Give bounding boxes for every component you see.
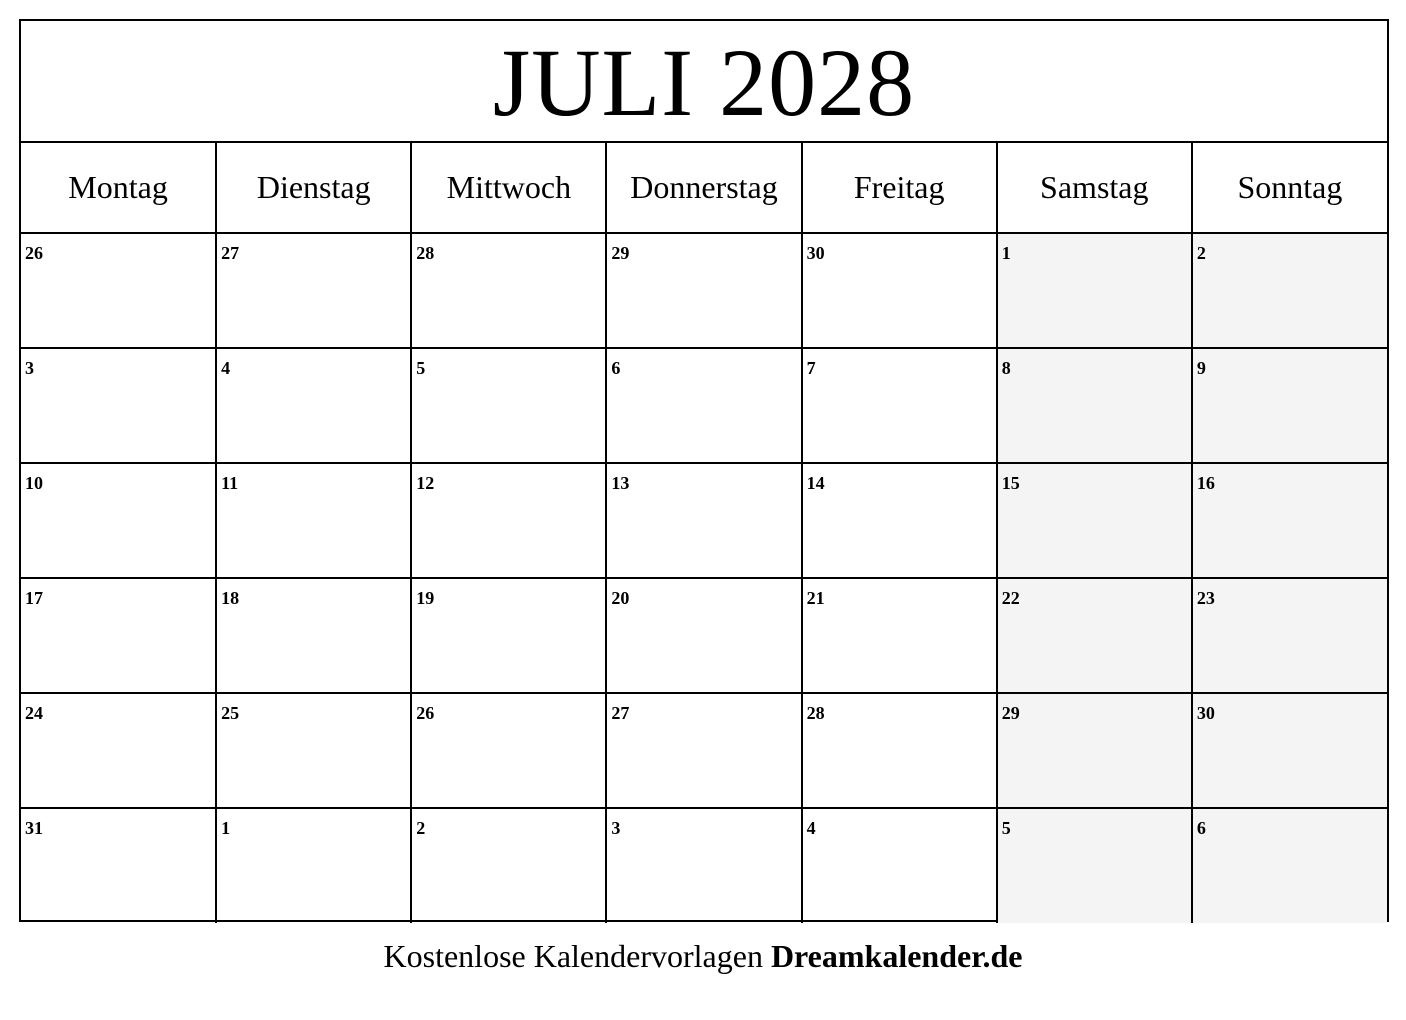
day-cell [606,463,801,578]
day-number: 6 [1196,818,1206,838]
weekend-day-cell [997,578,1192,693]
day-cell [606,578,801,693]
day-cell [21,693,216,808]
day-cell [21,808,216,923]
day-cell [802,348,997,463]
day-number: 28 [806,703,825,723]
day-cell [606,348,801,463]
day-number: 29 [611,243,630,263]
day-cell [606,233,801,348]
weekday-friday: Freitag [802,143,997,233]
weekend-day-cell [1192,578,1387,693]
footer-credit [0,938,1406,975]
weekday-monday: Montag [21,143,216,233]
week-row-1 [21,233,1387,348]
day-cell [21,578,216,693]
weekday-saturday: Samstag [997,143,1192,233]
weekend-day-cell [1192,233,1387,348]
day-cell [216,348,411,463]
day-number: 22 [1001,588,1020,608]
day-cell [216,693,411,808]
day-number: 29 [1001,703,1020,723]
week-row-5 [21,693,1387,808]
day-number: 6 [611,358,621,378]
day-cell [802,463,997,578]
day-number: 28 [416,243,435,263]
weekend-day-cell [997,233,1192,348]
day-number: 30 [1196,703,1215,723]
day-number: 14 [806,473,825,493]
title-bar [21,21,1387,143]
day-cell [411,463,606,578]
day-cell [606,808,801,923]
day-cell [606,693,801,808]
day-number: 3 [25,358,34,378]
day-number: 10 [25,473,43,493]
day-number: 23 [1196,588,1215,608]
day-cell [411,808,606,923]
footer-text: Kostenlose Kalendervorlagen [383,938,763,974]
day-number: 16 [1196,473,1215,493]
day-cell [411,693,606,808]
calendar-grid [21,143,1387,923]
week-row-6 [21,808,1387,923]
weekend-day-cell [997,348,1192,463]
day-number: 20 [611,588,630,608]
weekend-day-cell [1192,463,1387,578]
day-cell [21,463,216,578]
day-cell [216,808,411,923]
day-number: 24 [25,703,43,723]
day-cell [802,808,997,923]
day-cell [802,233,997,348]
weekday-wednesday: Mittwoch [411,143,606,233]
day-cell [802,578,997,693]
day-number: 4 [806,818,816,838]
day-number: 2 [1196,243,1206,263]
day-cell [21,348,216,463]
week-row-3 [21,463,1387,578]
day-cell [216,578,411,693]
day-number: 12 [416,473,435,493]
day-cell [411,348,606,463]
calendar-title: JULI 2028 [492,29,916,136]
day-number: 3 [611,818,621,838]
day-number: 19 [416,588,435,608]
weekday-tuesday: Dienstag [216,143,411,233]
day-number: 9 [1196,358,1206,378]
day-cell [21,233,216,348]
week-row-4 [21,578,1387,693]
weekday-thursday: Donnerstag [606,143,801,233]
day-number: 13 [611,473,630,493]
weekend-day-cell [1192,808,1387,923]
day-number: 15 [1001,473,1020,493]
weekday-header-row [21,143,1387,233]
footer-brand-link[interactable]: Dreamkalender.de [770,938,1023,974]
day-number: 21 [806,588,825,608]
calendar [19,19,1389,922]
day-number: 30 [806,243,825,263]
day-number: 5 [1001,818,1011,838]
day-number: 31 [25,818,43,838]
day-number: 25 [221,703,240,723]
day-number: 26 [416,703,435,723]
day-cell [216,463,411,578]
day-number: 18 [221,588,240,608]
day-number: 4 [221,358,231,378]
weekend-day-cell [997,693,1192,808]
day-number: 27 [611,703,630,723]
weekend-day-cell [997,808,1192,923]
day-number: 27 [221,243,240,263]
weekend-day-cell [1192,348,1387,463]
day-number: 8 [1001,358,1011,378]
day-cell [411,578,606,693]
day-cell [216,233,411,348]
weekday-sunday: Sonntag [1192,143,1387,233]
day-number: 7 [806,358,816,378]
week-row-2 [21,348,1387,463]
day-number: 17 [25,588,43,608]
day-number: 1 [221,818,231,838]
day-number: 1 [1001,243,1011,263]
day-number: 11 [221,473,239,493]
day-cell [411,233,606,348]
weekend-day-cell [997,463,1192,578]
day-number: 5 [416,358,426,378]
weekend-day-cell [1192,693,1387,808]
day-number: 26 [25,243,43,263]
day-number: 2 [416,818,426,838]
day-cell [802,693,997,808]
